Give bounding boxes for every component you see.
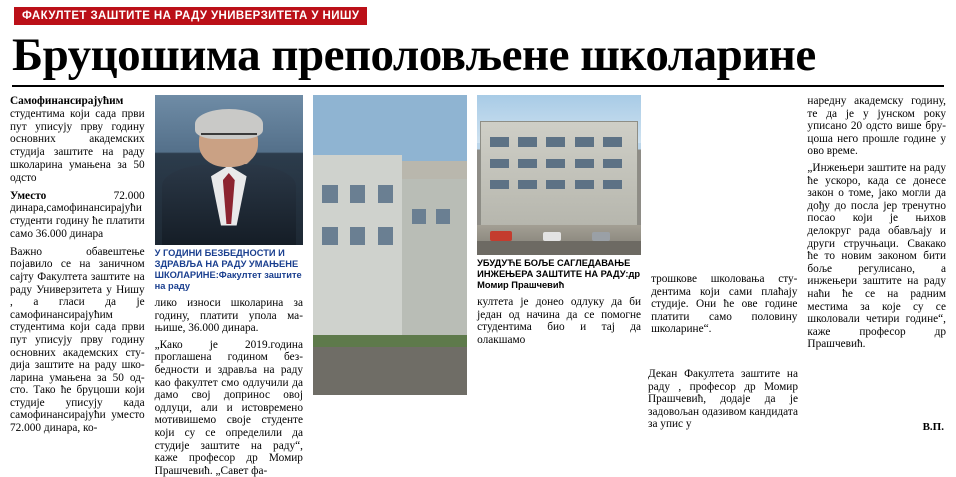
body-paragraph-c6-2: „Инжењери заштите на раду ће ускоро, када се донесе закон о томе, јако могли да дођу до посла јер тренутно посао који је њихов делокруг рада обављају и други стручњаци. Свакако ће то новим законом бити боље регулисано, а инжењери заштите на раду наћи ће се на радним местима за које су се школовали четири године“, каже професор др Прашчевић.	[807, 161, 946, 351]
lede-rest-1: студентима који сада први пут уписују прву годину основних академских студија заштите на раду школарина умањена за 50 одсто	[10, 107, 145, 184]
street-window-2	[350, 185, 365, 203]
body-paragraph-c3-1: култета је донео одлуку да би један од начина да се помогне студентима био и тај да олакшамо	[477, 296, 642, 346]
building-window-6	[490, 159, 509, 169]
column-5-photo-gap	[651, 101, 797, 273]
building-window-12	[518, 180, 537, 190]
parked-car-grey	[592, 232, 610, 241]
column-6	[807, 95, 946, 395]
parked-car-red	[490, 231, 511, 241]
street-window-5	[350, 227, 365, 245]
building-window-7	[518, 159, 537, 169]
column-1	[10, 95, 145, 435]
building-window-9	[575, 159, 594, 169]
body-paragraph-c1-1: Важно обавештење појавило се на заничном сајту Факултета заштите на раду Универзитета у Нишу , а гласи да је самофинансирајућим студентима који сада први пут уписују прву годину основних академских студија заштите на раду школарина умањена за 50 одсто. Тако ће бруцоши који студије уписују када самофинансирајући уместо 72.000 динара, ко-	[10, 245, 145, 435]
street-photo	[313, 95, 467, 395]
column-3	[313, 95, 467, 395]
building-window-10	[603, 159, 622, 169]
building-facade	[480, 121, 637, 227]
street-building-right	[402, 179, 467, 341]
lede-bold-1: Самофинансирајућим	[10, 95, 124, 107]
portrait-photo	[155, 95, 303, 245]
kicker-banner: ФАКУЛТЕТ ЗАШТИТЕ НА РАДУ УНИВЕРЗИТЕТА У НИШУ	[14, 7, 367, 25]
parked-car-white	[543, 232, 561, 241]
lede-paragraph-2	[10, 190, 145, 241]
portrait-glasses-shape	[201, 133, 257, 147]
building-window-8	[546, 159, 565, 169]
building-window-14	[575, 180, 594, 190]
portrait-photo-art	[155, 95, 303, 245]
street-window-8	[436, 209, 450, 224]
lede-bold-2: Уместо	[10, 189, 47, 202]
body-paragraph-c6-1: наредну академску годину, те да је у јунском року уписано 20 одсто више бруцоша него прошле године у ово време.	[807, 95, 946, 158]
street-window-1	[322, 185, 337, 203]
body-paragraph-c2-1: лико износи школарина за годину, платити упола мањише, 36.000 динара.	[154, 297, 303, 335]
signature: В.П.	[922, 421, 944, 433]
building-road	[477, 241, 641, 255]
portrait-caption: У ГОДИНИ БЕЗБЕДНОСТИ И ЗДРАВЉА НА РАДУ УМАЊЕНЕ ШКОЛАРИНЕ:Факултет заштите на раду	[154, 248, 302, 291]
building-window-5	[603, 137, 622, 147]
body-paragraph-c2-2: „Како је 2019.година проглашена годином безбедности и здравља на раду као факултет смо одлучили да дамо свој допринос овој одлуци, али и истовремено мотивишемо своје студенте који су се определили да студије заштите на раду“, каже професор др Момир Прашчевић. „Савет фа-	[154, 338, 303, 477]
street-window-3	[378, 185, 393, 203]
column-2	[154, 95, 303, 477]
page-title: Бруцошима преполовљене школарине	[12, 29, 816, 81]
body-paragraph-c5-1: Декан Факултета заштите на раду , професор др Момир Прашчевић, додаје да је задовољан одазивом кандидата за упис у	[648, 368, 798, 431]
street-building-left	[313, 155, 402, 341]
decan-paragraph-wrap	[648, 368, 798, 435]
building-window-2	[518, 137, 537, 147]
building-window-1	[490, 137, 509, 147]
building-window-13	[546, 180, 565, 190]
building-caption: УБУДУЋЕ БОЉЕ САГЛЕДАВАЊЕ ИНЖЕЊЕРА ЗАШТИТЕ НА РАДУ:др Момир Прашчевић	[477, 258, 641, 290]
street-window-7	[412, 209, 426, 224]
street-window-6	[378, 227, 393, 245]
building-window-3	[546, 137, 565, 147]
lede-rest-2: 72.000 динара,самофинансирајући студенти годину ће платити само 36.000 динара	[10, 189, 145, 240]
building-window-15	[603, 180, 622, 190]
building-window-4	[575, 137, 594, 147]
headline-divider	[12, 85, 944, 87]
lede-paragraph-1	[10, 95, 145, 185]
body-paragraph-c4-1: трошкове школовања студентима који сами плаћају студије. Они ће ове године платити само половину школарине“.	[651, 273, 798, 336]
column-5	[651, 95, 797, 395]
column-4	[477, 95, 641, 395]
building-window-11	[490, 180, 509, 190]
faculty-building-photo	[477, 95, 641, 255]
street-road	[313, 347, 467, 395]
street-window-4	[322, 227, 337, 245]
